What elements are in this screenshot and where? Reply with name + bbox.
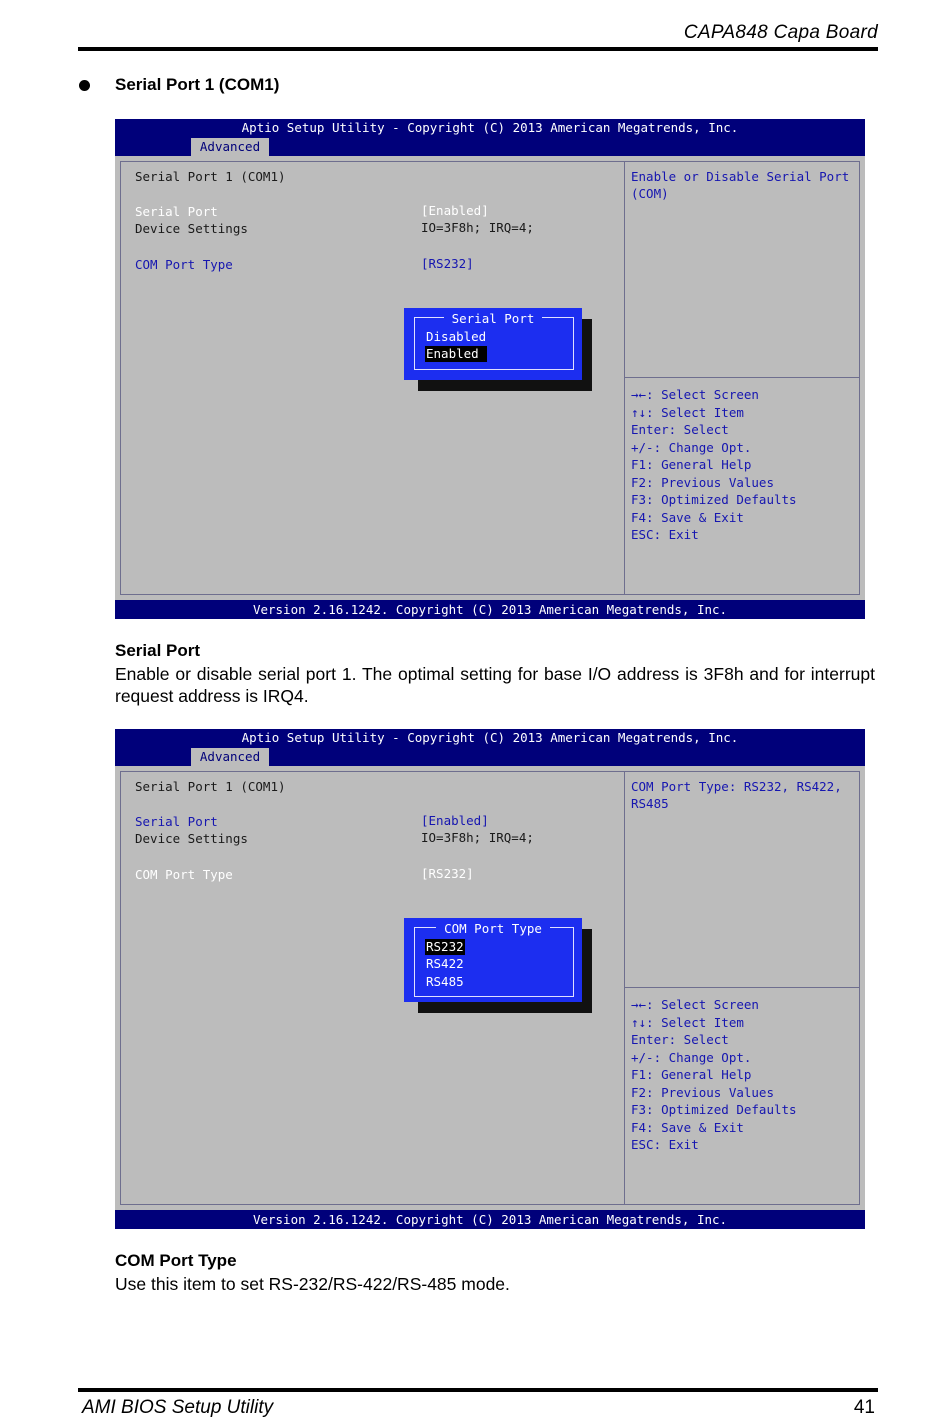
panel-divider-horizontal — [625, 377, 860, 378]
key-help-item: F2: Previous Values — [631, 474, 774, 490]
help-text-line-2: (COM) — [631, 186, 669, 201]
key-help-item: Enter: Select — [631, 1032, 729, 1047]
key-help-item: Enter: Select — [631, 422, 729, 437]
popup-option-rs232[interactable]: RS232 — [426, 939, 464, 954]
bios-footer: Version 2.16.1242. Copyright (C) 2013 American Megatrends, Inc. — [115, 600, 865, 619]
desc-text-com-port-type: Use this item to set RS-232/RS-422/RS-485 mode. — [115, 1274, 510, 1294]
menu-value-serial-port[interactable]: [Enabled] — [421, 813, 489, 828]
menu-item-com-port-type[interactable]: COM Port Type — [135, 257, 233, 272]
key-help-item: F4: Save & Exit — [631, 1119, 744, 1135]
key-help-item: F2: Previous Values — [631, 1084, 774, 1100]
help-text-line-1: Enable or Disable Serial Port — [631, 169, 850, 184]
key-help-item: +/-: Change Opt. — [631, 1049, 752, 1065]
desc-heading-serial-port: Serial Port — [115, 641, 201, 660]
desc-heading-com-port-type: COM Port Type — [115, 1251, 237, 1270]
panel-divider-vertical — [624, 161, 625, 595]
key-help-item: F1: General Help — [631, 1067, 752, 1082]
menu-item-serial-port[interactable]: Serial Port — [135, 814, 218, 829]
key-help-item: +/-: Change Opt. — [631, 439, 752, 455]
desc-text-serial-port: Enable or disable serial port 1. The optimal setting for base I/O address is 3F8h and for interrupt request address is IRQ4. — [115, 664, 875, 706]
bios-footer: Version 2.16.1242. Copyright (C) 2013 American Megatrends, Inc. — [115, 1210, 865, 1229]
key-help-item: →←: Select Screen — [631, 997, 759, 1012]
footer-title: AMI BIOS Setup Utility — [82, 1397, 274, 1418]
popup-option-rs422[interactable]: RS422 — [426, 956, 464, 971]
popup-option-disabled[interactable]: Disabled — [426, 329, 487, 344]
key-help-item: ESC: Exit — [631, 527, 699, 542]
popup-title: Serial Port — [404, 310, 582, 328]
key-help-item: ESC: Exit — [631, 1137, 699, 1152]
popup-option-rs485[interactable]: RS485 — [426, 974, 464, 989]
key-help-item: →←: Select Screen — [631, 387, 759, 402]
key-help-item: F3: Optimized Defaults — [631, 1102, 797, 1117]
bios-screenshot-com-port-type — [115, 729, 865, 1229]
header-rule — [78, 47, 878, 51]
menu-value-serial-port[interactable]: [Enabled] — [421, 203, 489, 218]
help-text-line-2: RS485 — [631, 796, 669, 811]
menu-item-device-settings: Device Settings — [135, 221, 248, 236]
menu-item-device-settings: Device Settings — [135, 831, 248, 846]
footer-rule — [78, 1388, 878, 1392]
menu-heading: Serial Port 1 (COM1) — [135, 779, 286, 794]
menu-heading: Serial Port 1 (COM1) — [135, 169, 286, 184]
tab-advanced[interactable]: Advanced — [191, 748, 269, 766]
key-help-item: ↑↓: Select Item — [631, 404, 744, 420]
menu-item-com-port-type[interactable]: COM Port Type — [135, 867, 233, 882]
key-help-list — [631, 386, 797, 544]
panel-divider-horizontal — [625, 987, 860, 988]
menu-value-com-port-type[interactable]: [RS232] — [421, 866, 474, 881]
bios-title: Aptio Setup Utility - Copyright (C) 2013 American Megatrends, Inc. — [241, 120, 739, 135]
popup-title: COM Port Type — [404, 920, 582, 938]
page-header-title: CAPA848 Capa Board — [683, 22, 878, 43]
bios-screenshot-serial-port — [115, 119, 865, 619]
page-number: 41 — [853, 1397, 875, 1418]
key-help-item: F3: Optimized Defaults — [631, 492, 797, 507]
bullet-icon — [79, 80, 90, 91]
bios-title: Aptio Setup Utility - Copyright (C) 2013 American Megatrends, Inc. — [241, 730, 739, 745]
help-text-line-1: COM Port Type: RS232, RS422, — [631, 779, 842, 794]
popup-option-enabled[interactable]: Enabled — [425, 346, 487, 362]
key-help-item: ↑↓: Select Item — [631, 1014, 744, 1030]
menu-value-device-settings: IO=3F8h; IRQ=4; — [421, 830, 534, 845]
key-help-item: F1: General Help — [631, 457, 752, 472]
panel-divider-vertical — [624, 771, 625, 1205]
key-help-item: F4: Save & Exit — [631, 509, 744, 525]
tab-advanced[interactable]: Advanced — [191, 138, 269, 156]
popup-com-port-type[interactable] — [404, 918, 582, 1002]
menu-value-com-port-type[interactable]: [RS232] — [421, 256, 474, 271]
menu-item-serial-port[interactable]: Serial Port — [135, 204, 218, 219]
key-help-list — [631, 996, 797, 1154]
section-title: Serial Port 1 (COM1) — [115, 75, 280, 94]
popup-serial-port[interactable] — [404, 308, 582, 380]
menu-value-device-settings: IO=3F8h; IRQ=4; — [421, 220, 534, 235]
